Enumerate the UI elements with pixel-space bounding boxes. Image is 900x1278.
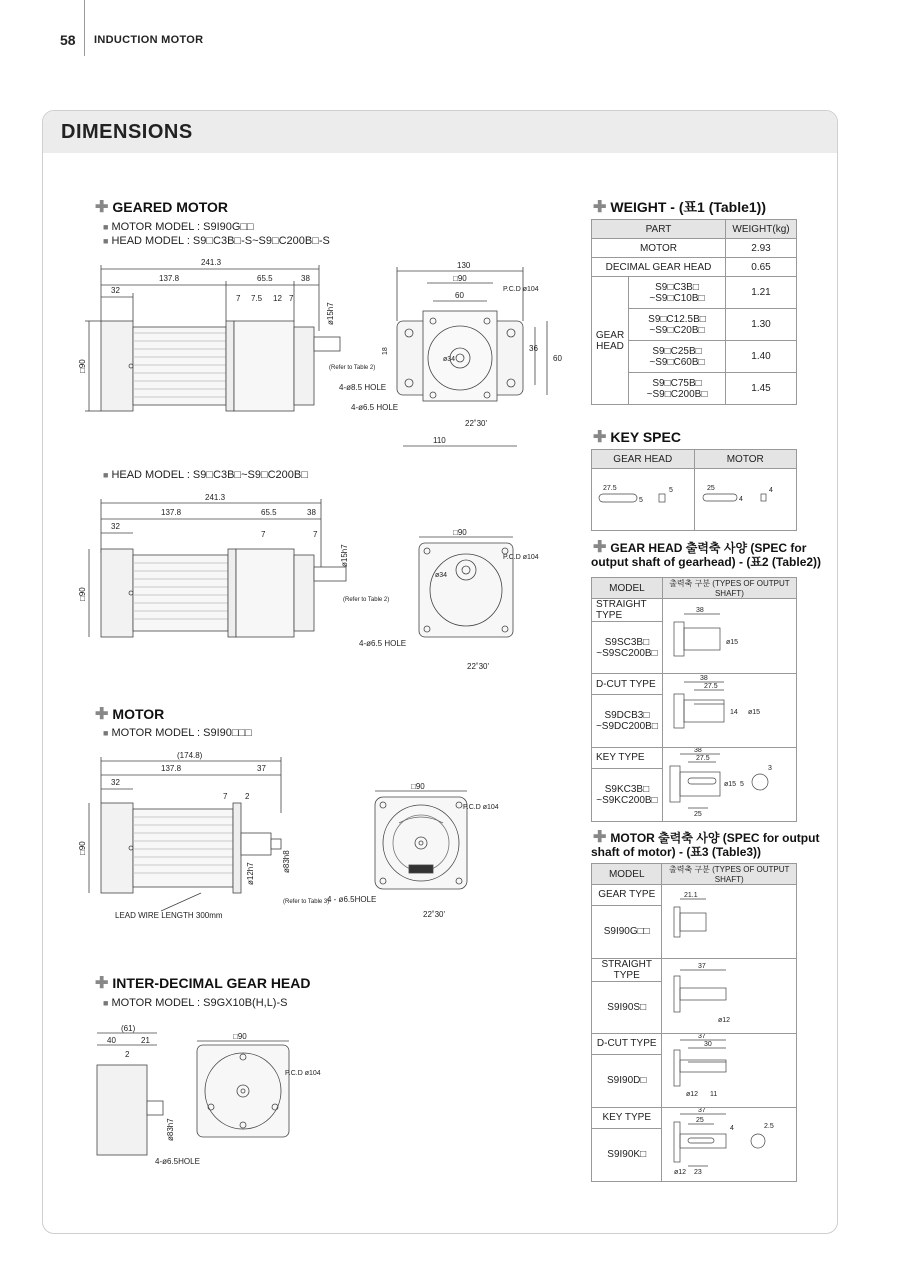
- svg-text:27.5: 27.5: [602, 485, 617, 492]
- weight-motor-value: 2.93: [726, 239, 797, 258]
- gh-dcut-drawing: [664, 674, 794, 744]
- svg-text:110: 110: [433, 436, 446, 445]
- gh-dcut-label: D-CUT TYPE: [592, 674, 663, 695]
- svg-text:□90: □90: [78, 359, 87, 373]
- hole-65-label-2: 4-ø6.5 HOLE: [359, 639, 407, 648]
- key-motor-cell: [694, 469, 797, 531]
- svg-text:7: 7: [236, 294, 241, 303]
- svg-text:3: 3: [768, 765, 773, 772]
- svg-text:4: 4: [730, 1125, 735, 1132]
- ms-key-drawing: [664, 1108, 794, 1178]
- ms-straight-label: STRAIGHT TYPE: [592, 959, 662, 982]
- weight-gearhead-label: GEAR HEAD: [592, 277, 629, 405]
- key-col-gear: GEAR HEAD: [592, 450, 695, 469]
- motor-front-view: [363, 783, 523, 933]
- weight-heading: ✚ WEIGHT - (표1 (Table1)): [593, 199, 767, 216]
- weight-row-value: 1.30: [726, 309, 797, 341]
- svg-text:ø12: ø12: [718, 1016, 731, 1024]
- svg-text:P.C.D ø104: P.C.D ø104: [285, 1070, 321, 1077]
- svg-text:□90: □90: [411, 782, 425, 791]
- key-spec-table: [591, 449, 797, 531]
- plus-icon: ✚: [95, 975, 109, 992]
- gh-straight-model: S9SC3B□ ~S9SC200B□: [592, 622, 663, 674]
- svg-text:130: 130: [457, 261, 471, 270]
- svg-text:27.5: 27.5: [696, 755, 711, 762]
- svg-text:2: 2: [125, 1050, 130, 1059]
- svg-text:7: 7: [313, 530, 318, 539]
- svg-text:P.C.D ø104: P.C.D ø104: [463, 804, 499, 811]
- key-motor-drawing: [695, 476, 795, 520]
- geared-motor-model: ■ MOTOR MODEL : S9I90G□□: [103, 221, 254, 233]
- svg-text:11: 11: [710, 1091, 718, 1098]
- gh-straight-drawing: [664, 600, 794, 670]
- square-bullet-icon: ■: [103, 470, 109, 480]
- weight-row: S9□C3B□ ~S9□C10B□: [629, 277, 726, 309]
- gh-key-model: S9KC3B□ ~S9KC200B□: [592, 768, 663, 821]
- lead-wire-label: LEAD WIRE LENGTH 300mm: [115, 911, 223, 920]
- svg-text:□90: □90: [453, 274, 467, 283]
- gh-dcut-model: S9DCB3□ ~S9DC200B□: [592, 695, 663, 748]
- inter-decimal-heading: ✚ INTER-DECIMAL GEAR HEAD: [95, 975, 311, 992]
- svg-text:32: 32: [111, 778, 120, 787]
- svg-text:241.3: 241.3: [205, 493, 226, 502]
- svg-text:38: 38: [696, 606, 705, 614]
- header-divider: [84, 0, 85, 56]
- gh-key-label: KEY TYPE: [592, 748, 663, 769]
- page-title: DIMENSIONS: [61, 121, 193, 143]
- svg-text:ø12: ø12: [674, 1169, 687, 1176]
- gh-col-types: 출력축 구분 (TYPES OF OUTPUT SHAFT): [662, 578, 796, 599]
- ms-gear-drawing-cell: [662, 885, 797, 959]
- plus-icon: ✚: [593, 829, 607, 846]
- key-gear-drawing: [593, 476, 693, 520]
- geared-motor-side-view: [78, 251, 381, 421]
- svg-text:22˚30': 22˚30': [467, 662, 489, 671]
- gh-dcut-drawing-cell: [662, 674, 796, 748]
- svg-text:ø83h8: ø83h8: [282, 850, 291, 873]
- svg-text:65.5: 65.5: [257, 274, 273, 283]
- svg-text:37: 37: [698, 1034, 707, 1040]
- svg-text:30: 30: [704, 1041, 713, 1048]
- square-bullet-icon: ■: [103, 236, 109, 246]
- geared-head-model: ■ HEAD MODEL : S9□C3B□-S~S9□C200B□-S: [103, 235, 330, 247]
- plus-icon: ✚: [95, 706, 109, 723]
- svg-text:5: 5: [740, 781, 745, 788]
- plus-icon: ✚: [593, 539, 607, 556]
- key-gear-cell: [592, 469, 695, 531]
- weight-row: S9□C12.5B□ ~S9□C20B□: [629, 309, 726, 341]
- gh-straight-drawing-cell: [662, 599, 796, 674]
- svg-text:65.5: 65.5: [261, 508, 277, 517]
- svg-text:7: 7: [289, 294, 294, 303]
- gear-head-shaft-heading: ✚ GEAR HEAD 출력축 사양 (SPEC for: [593, 539, 807, 556]
- ms-dcut-drawing-cell: [662, 1034, 797, 1108]
- svg-text:25: 25: [707, 485, 716, 492]
- weight-row-value: 1.21: [726, 277, 797, 309]
- svg-text:60: 60: [553, 354, 562, 363]
- plus-icon: ✚: [593, 429, 607, 446]
- square-bullet-icon: ■: [103, 998, 109, 1008]
- svg-text:ø34: ø34: [435, 572, 448, 579]
- ms-dcut-model: S9I90D□: [592, 1054, 662, 1107]
- weight-row: S9□C25B□ ~S9□C60B□: [629, 341, 726, 373]
- svg-text:2: 2: [245, 792, 250, 801]
- svg-text:18: 18: [382, 347, 389, 355]
- svg-text:7: 7: [223, 792, 228, 801]
- svg-text:38: 38: [301, 274, 310, 283]
- ms-col-types: 출력축 구분 (TYPES OF OUTPUT SHAFT): [662, 864, 797, 885]
- svg-text:5: 5: [668, 487, 673, 494]
- svg-text:60: 60: [455, 291, 464, 300]
- ms-dcut-label: D-CUT TYPE: [592, 1034, 662, 1055]
- page-number: 58: [60, 32, 76, 48]
- svg-text:38: 38: [694, 748, 703, 754]
- motor-shaft-heading-2: shaft of motor) - (표3 (Table3)): [591, 845, 762, 859]
- plus-icon: ✚: [593, 199, 607, 216]
- svg-text:P.C.D ø104: P.C.D ø104: [503, 286, 539, 293]
- svg-text:(Refer to Table 2): (Refer to Table 2): [329, 365, 376, 371]
- motor-hole-label: 4 - ø6.5HOLE: [327, 895, 377, 904]
- svg-text:5: 5: [638, 497, 643, 504]
- motor-model: ■ MOTOR MODEL : S9I90□□□: [103, 727, 252, 739]
- svg-text:4: 4: [769, 487, 774, 494]
- hole-85-label: 4-ø8.5 HOLE: [339, 383, 387, 392]
- key-spec-heading: ✚ KEY SPEC: [593, 429, 681, 446]
- weight-row-value: 1.45: [726, 373, 797, 405]
- svg-text:21: 21: [141, 1036, 150, 1045]
- section-title: INDUCTION MOTOR: [94, 34, 204, 46]
- gear-head-shaft-table: [591, 577, 797, 822]
- svg-text:ø83h7: ø83h7: [166, 1118, 175, 1141]
- svg-text:38: 38: [700, 675, 709, 682]
- svg-text:137.8: 137.8: [161, 508, 182, 517]
- svg-text:□90: □90: [453, 528, 467, 537]
- svg-text:137.8: 137.8: [161, 764, 182, 773]
- svg-text:14: 14: [730, 709, 739, 716]
- inter-decimal-hole-label: 4-ø6.5HOLE: [155, 1157, 200, 1166]
- geared-motor-front-view: [383, 261, 583, 461]
- ms-col-model: MODEL: [592, 864, 662, 885]
- svg-text:P.C.D ø104: P.C.D ø104: [503, 554, 539, 561]
- motor-heading: ✚ MOTOR: [95, 706, 165, 723]
- ms-key-label: KEY TYPE: [592, 1108, 662, 1129]
- svg-text:7.5: 7.5: [251, 294, 263, 303]
- svg-text:37: 37: [698, 1108, 707, 1114]
- svg-text:36: 36: [529, 344, 538, 353]
- weight-col-weight: WEIGHT(kg): [726, 220, 797, 239]
- svg-text:22˚30': 22˚30': [423, 910, 445, 919]
- svg-text:25: 25: [696, 1117, 705, 1124]
- inter-decimal-model: ■ MOTOR MODEL : S9GX10B(H,L)-S: [103, 997, 288, 1009]
- svg-text:4: 4: [739, 496, 744, 503]
- svg-text:(Refer to Table 2): (Refer to Table 2): [343, 597, 390, 603]
- svg-text:37: 37: [698, 962, 707, 970]
- svg-text:ø12h7: ø12h7: [246, 862, 255, 885]
- plus-icon: ✚: [95, 199, 109, 216]
- svg-text:ø15h7: ø15h7: [326, 302, 335, 325]
- square-bullet-icon: ■: [103, 222, 109, 232]
- svg-text:25: 25: [694, 811, 703, 818]
- geared-head-model-2: ■ HEAD MODEL : S9□C3B□~S9□C200B□: [103, 469, 308, 481]
- svg-text:2.5: 2.5: [764, 1123, 774, 1130]
- ms-key-model: S9I90K□: [592, 1128, 662, 1181]
- gh-straight-label: STRAIGHT TYPE: [592, 599, 663, 622]
- svg-text:21.1: 21.1: [684, 892, 698, 899]
- geared-motor-front-view-2: [413, 529, 573, 689]
- weight-row-value: 1.40: [726, 341, 797, 373]
- motor-ref-label: (Refer to Table 3): [283, 899, 330, 905]
- weight-motor-label: MOTOR: [592, 239, 726, 258]
- weight-decimal-label: DECIMAL GEAR HEAD: [592, 258, 726, 277]
- geared-motor-side-view-2: [78, 493, 401, 643]
- svg-text:ø15h7: ø15h7: [340, 544, 349, 567]
- svg-text:7: 7: [261, 530, 266, 539]
- ms-straight-model: S9I90S□: [592, 982, 662, 1034]
- svg-text:ø15: ø15: [724, 781, 737, 788]
- svg-text:□90: □90: [78, 841, 87, 855]
- svg-text:22˚30': 22˚30': [465, 419, 487, 428]
- svg-text:27.5: 27.5: [704, 683, 719, 690]
- motor-shaft-table: [591, 863, 797, 1182]
- svg-text:241.3: 241.3: [201, 258, 222, 267]
- svg-text:12: 12: [273, 294, 282, 303]
- svg-text:(61): (61): [121, 1024, 136, 1033]
- panel-header: [43, 111, 837, 153]
- svg-text:ø34: ø34: [443, 356, 456, 363]
- hole-65-label: 4-ø6.5 HOLE: [351, 403, 399, 412]
- ms-gear-label: GEAR TYPE: [592, 885, 662, 906]
- geared-motor-heading: ✚ GEARED MOTOR: [95, 199, 229, 216]
- gear-head-shaft-heading-2: output shaft of gearhead) - (표2 (Table2)): [591, 555, 822, 569]
- svg-text:ø12: ø12: [686, 1091, 699, 1098]
- svg-text:ø15: ø15: [748, 709, 761, 716]
- svg-text:ø15: ø15: [726, 638, 739, 646]
- svg-text:(174.8): (174.8): [177, 751, 203, 760]
- key-col-motor: MOTOR: [694, 450, 797, 469]
- gh-key-drawing: [664, 748, 794, 818]
- square-bullet-icon: ■: [103, 728, 109, 738]
- gh-col-model: MODEL: [592, 578, 663, 599]
- ms-dcut-drawing: [664, 1034, 794, 1104]
- ms-gear-drawing: [664, 885, 794, 955]
- svg-text:32: 32: [111, 286, 120, 295]
- motor-shaft-heading: ✚ MOTOR 출력축 사양 (SPEC for output: [593, 829, 820, 846]
- weight-table: [591, 219, 797, 405]
- svg-text:□90: □90: [78, 587, 87, 601]
- dimensions-panel: [42, 110, 838, 1234]
- weight-col-part: PART: [592, 220, 726, 239]
- weight-decimal-value: 0.65: [726, 258, 797, 277]
- svg-text:38: 38: [307, 508, 316, 517]
- svg-text:32: 32: [111, 522, 120, 531]
- ms-straight-drawing-cell: [662, 959, 797, 1034]
- svg-text:23: 23: [694, 1169, 703, 1176]
- gh-key-drawing-cell: [662, 748, 796, 822]
- inter-decimal-side-view: [87, 1025, 207, 1175]
- inter-decimal-front-view: [193, 1032, 353, 1175]
- svg-text:40: 40: [107, 1036, 116, 1045]
- svg-text:37: 37: [257, 764, 266, 773]
- weight-row: S9□C75B□ ~S9□C200B□: [629, 373, 726, 405]
- ms-key-drawing-cell: [662, 1108, 797, 1182]
- svg-text:137.8: 137.8: [159, 274, 180, 283]
- ms-gear-model: S9I90G□□: [592, 905, 662, 958]
- ms-straight-drawing: [664, 960, 794, 1030]
- svg-text:□90: □90: [233, 1032, 247, 1041]
